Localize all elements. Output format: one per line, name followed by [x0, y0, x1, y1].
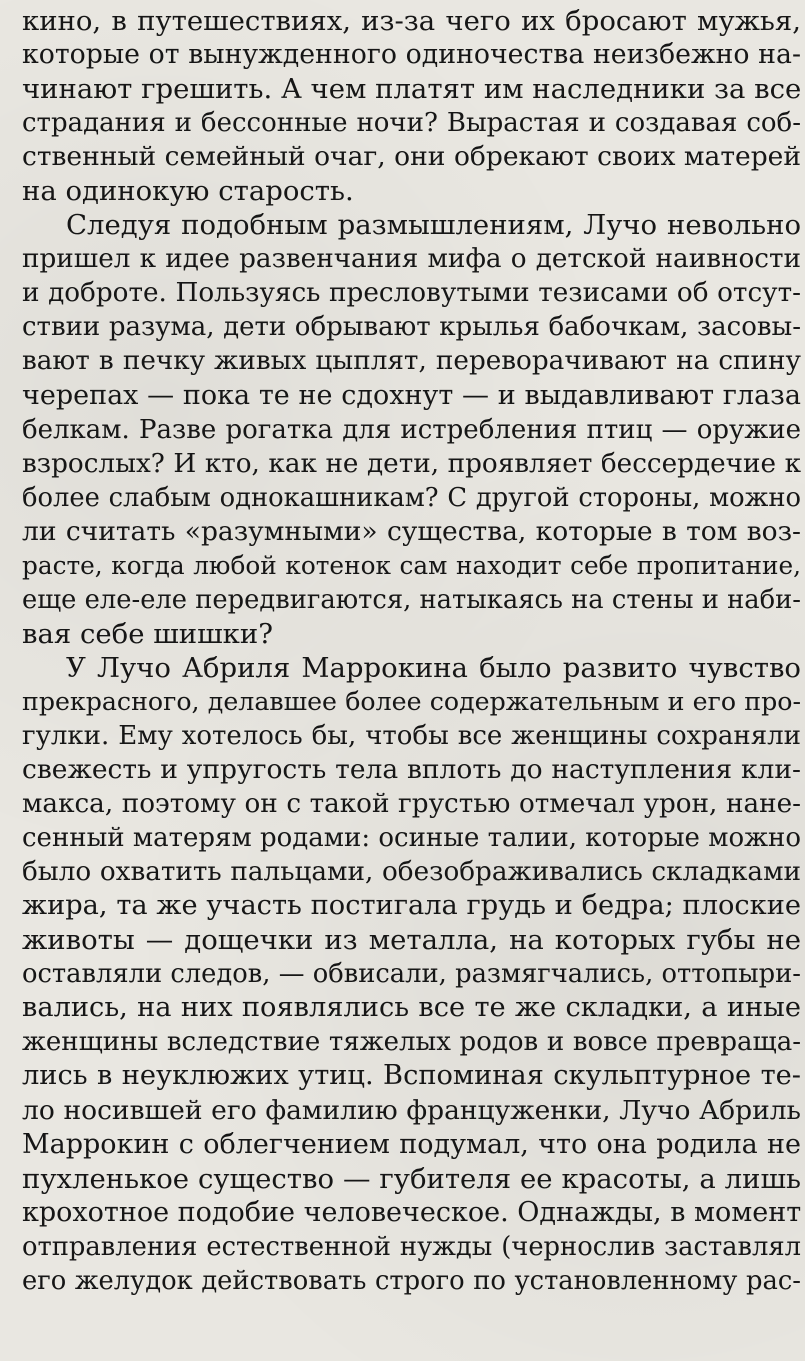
text-line: пришел к идее развенчания мифа о детской наивности	[22, 244, 801, 275]
text-line: прекрасного, делавшее более содержательным и его про-	[22, 686, 801, 716]
text-line: было охватить пальцами, обезображивались складками	[22, 857, 801, 888]
text-line: которые от вынужденного одиночества неизбежно на-	[22, 39, 801, 71]
text-line: страдания и бессонные ночи? Вырастая и создавая соб-	[22, 108, 801, 139]
text-line: его желудок действовать строго по установленному рас-	[22, 1265, 801, 1296]
text-line: кино, в путешествиях, из-за чего их бросают мужья,	[22, 5, 801, 37]
text-line: Маррокин с облегчением подумал, что она родила не	[22, 1128, 801, 1160]
text-line: крохотное подобие человеческое. Однажды, в момент	[22, 1196, 802, 1228]
text-line: черепах — пока те не сдохнут — и выдавливают глаза	[22, 379, 801, 411]
paragraph-start-line: Следуя подобным размышлениям, Лучо невольно	[66, 209, 801, 242]
text-line: более слабым однокашникам? С другой стороны, можно	[22, 482, 801, 513]
text-line: отправления естественной нужды (чернослив заставлял	[22, 1231, 801, 1262]
text-line: ли считать «разумными» существа, которые в том воз-	[22, 515, 801, 547]
text-line: оставляли следов, — обвисали, размягчались, оттопыри-	[22, 959, 801, 990]
text-line: макса, поэтому он с такой грустью отмечал урон, нане-	[22, 789, 801, 820]
text-line: на одинокую старость.	[22, 175, 354, 208]
text-line: вались, на них появлялись все те же складки, а иные	[22, 992, 801, 1024]
text-line: ственный семейный очаг, они обрекают своих матерей	[22, 141, 801, 173]
text-line: ствии разума, дети обрывают крылья бабочкам, засовы-	[22, 312, 801, 343]
text-line: чинают грешить. А чем платят им наследники за все	[22, 73, 802, 106]
text-line: белкам. Разве рогатка для истребления птиц — оружие	[22, 414, 801, 445]
text-line: жира, та же участь постигала грудь и бедра; плоские	[22, 890, 801, 922]
text-line: вают в печку живых цыплят, переворачивают на спину	[22, 346, 801, 377]
text-line: пухленькое существо — губителя ее красоты, а лишь	[22, 1162, 801, 1195]
text-line: вая себе шишки?	[22, 617, 273, 650]
text-line: животы — дощечки из металла, на которых губы не	[22, 924, 801, 957]
paragraph-start-line: У Лучо Абриля Маррокина было развито чувство	[66, 651, 801, 684]
text-line: гулки. Ему хотелось бы, чтобы все женщины сохраняли	[22, 720, 801, 751]
text-line: свежесть и упругость тела вплоть до наступления кли-	[22, 754, 801, 786]
text-line: взрослых? И кто, как не дети, проявляет бессердечие к	[22, 448, 801, 479]
text-line: еще еле-еле передвигаются, натыкаясь на стены и наби-	[22, 584, 801, 615]
text-line: расте, когда любой котенок сам находит себе пропитание,	[22, 550, 801, 580]
text-line: сенный матерям родами: осиные талии, которые можно	[22, 823, 801, 854]
text-line: ло носившей его фамилию француженки, Лучо Абриль	[22, 1094, 801, 1126]
text-line: лись в неуклюжих утиц. Вспоминая скульптурное те-	[22, 1060, 801, 1092]
text-line: и доброте. Пользуясь пресловутыми тезисами об отсут-	[22, 278, 801, 309]
text-line: женщины вследствие тяжелых родов и вовсе превраща-	[22, 1027, 801, 1058]
